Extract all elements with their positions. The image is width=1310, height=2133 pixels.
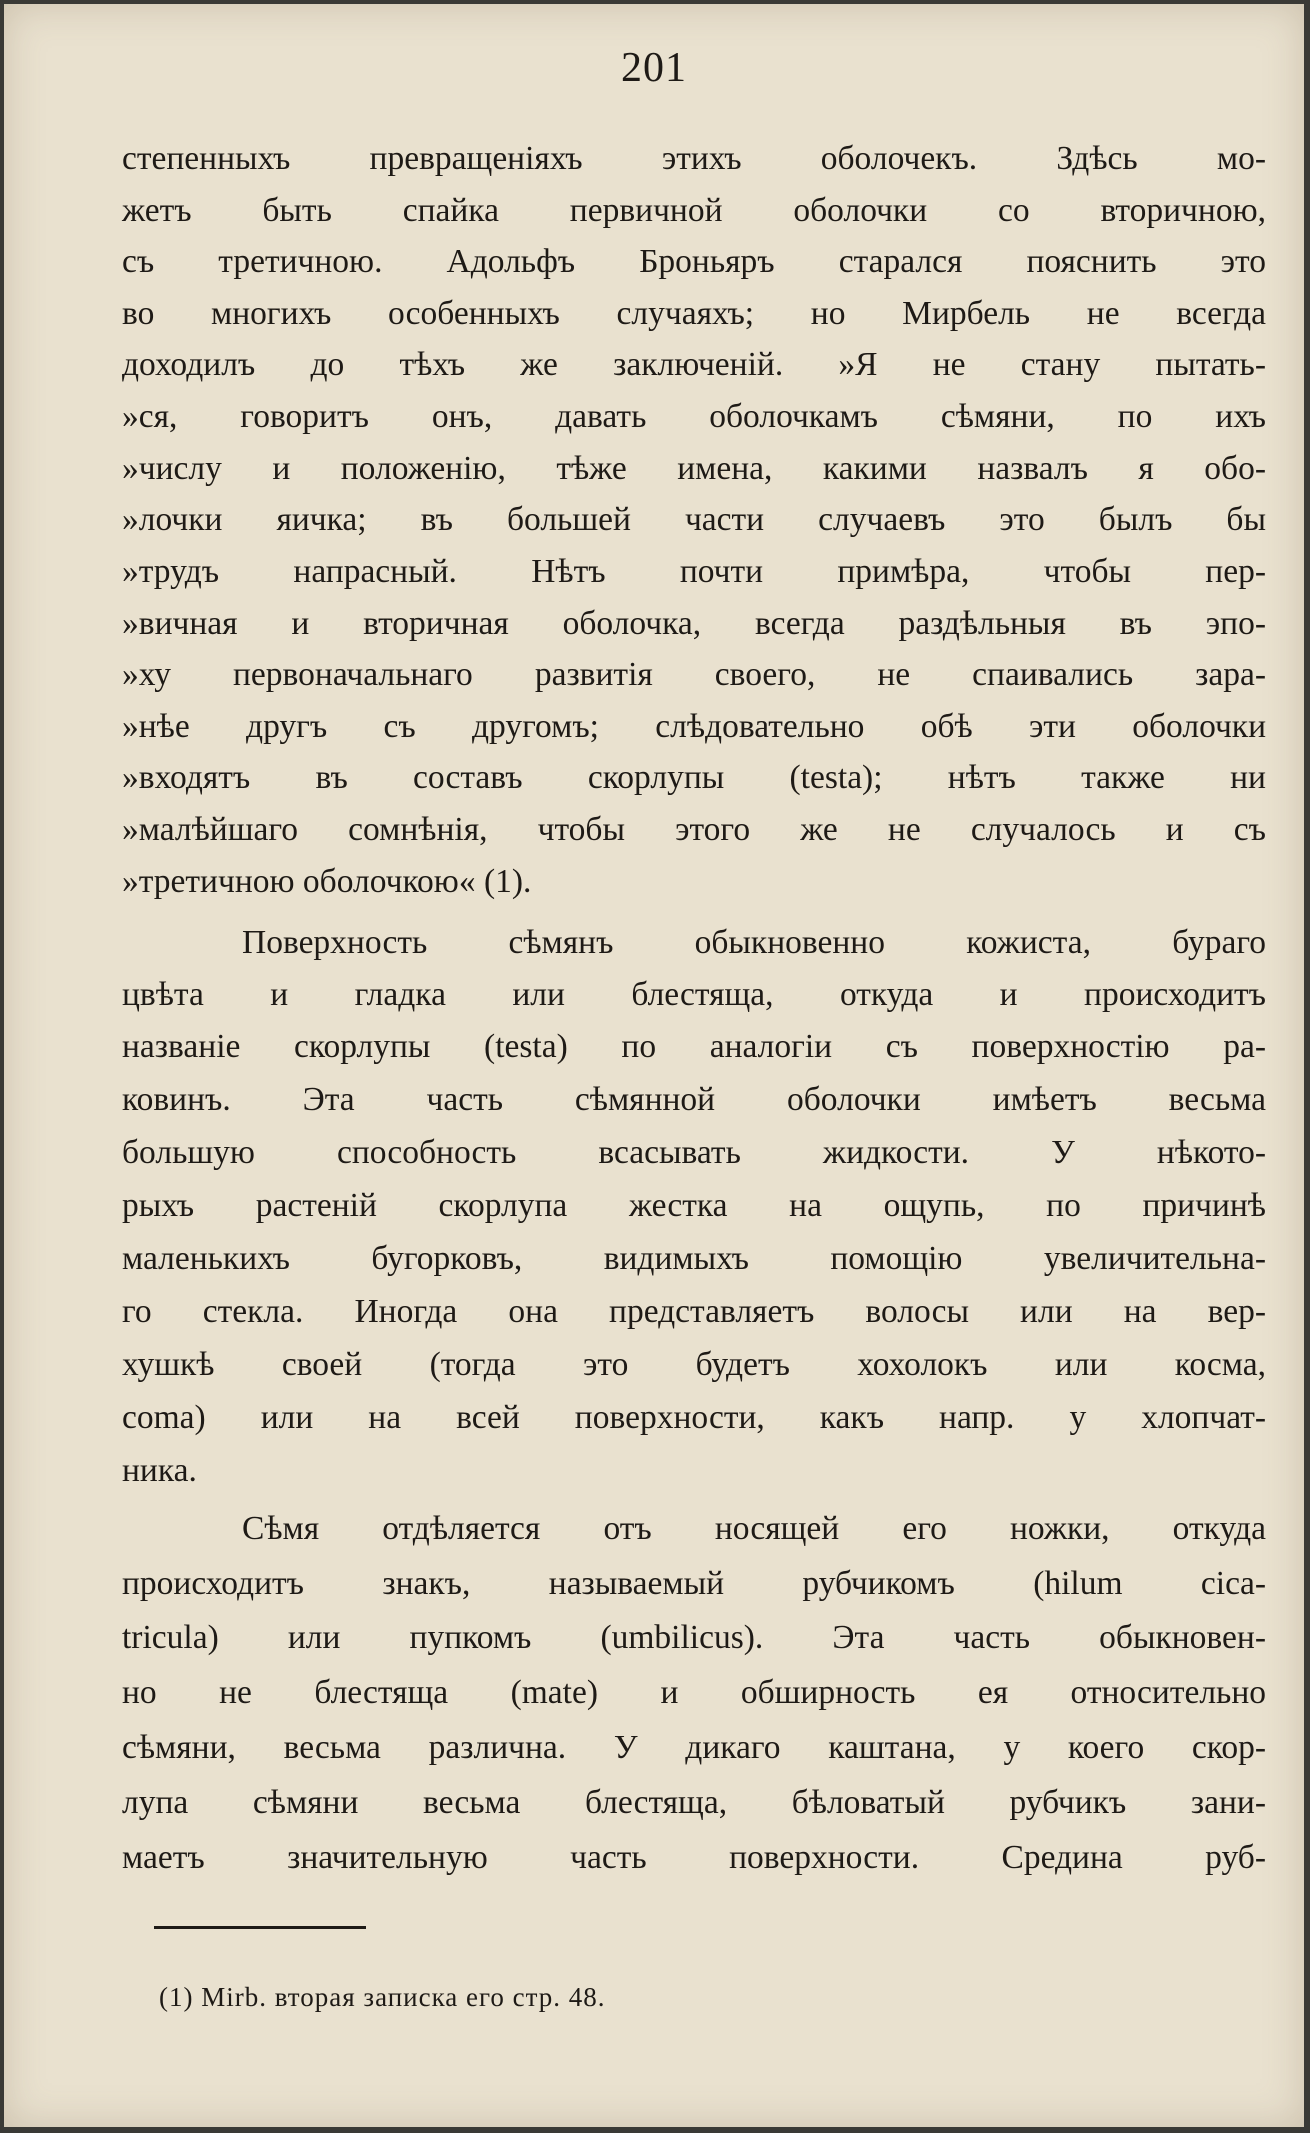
text-line: сѣмяни, весьма различна. У дикаго каштана, у коего скор- [122, 1729, 1266, 1766]
text-line: »входятъ въ составъ скорлупы (testa); нѣтъ также ни [122, 759, 1266, 796]
text-line: »третичною оболочкою« (1). [122, 863, 532, 900]
text-line: названіе скорлупы (testa) по аналогіи съ поверхностію ра- [122, 1028, 1266, 1065]
text-line: большую способность всасывать жидкости. У нѣкото- [122, 1134, 1266, 1171]
page-number: 201 [621, 45, 687, 91]
text-line: го стекла. Иногда она представляетъ волосы или на вер- [122, 1293, 1266, 1330]
text-line: во многихъ особенныхъ случаяхъ; но Мирбель не всегда [122, 295, 1266, 332]
text-line: степенныхъ превращеніяхъ этихъ оболочекъ. Здѣсь мо- [122, 140, 1266, 177]
text-line: лупа сѣмяни весьма блестяща, бѣловатый рубчикъ зани- [122, 1784, 1266, 1821]
text-line: »нѣе другъ съ другомъ; слѣдовательно обѣ эти оболочки [122, 708, 1266, 745]
text-line: ника. [122, 1452, 197, 1489]
text-line: »вичная и вторичная оболочка, всегда раздѣльныя въ эпо- [122, 605, 1266, 642]
text-line: происходитъ знакъ, называемый рубчикомъ (hilum cica- [122, 1565, 1266, 1602]
text-line: »ся, говоритъ онъ, давать оболочкамъ сѣмяни, по ихъ [122, 398, 1266, 435]
paragraph-first-line: Сѣмя отдѣляется отъ носящей его ножки, откуда [242, 1510, 1266, 1547]
text-line: »ху первоначальнаго развитія своего, не спаивались зара- [122, 656, 1266, 693]
text-line: tricula) или пупкомъ (umbilicus). Эта часть обыкновен- [122, 1619, 1266, 1656]
paragraph-first-line: Поверхность сѣмянъ обыкновенно кожиста, бураго [242, 924, 1266, 961]
footnote: (1) Mirb. вторая записка его стр. 48. [159, 1982, 606, 2012]
text-line: хушкѣ своей (тогда это будетъ хохолокъ или косма, [122, 1346, 1266, 1383]
text-line: рыхъ растеній скорлупа жестка на ощупь, по причинѣ [122, 1187, 1266, 1224]
text-line: съ третичною. Адольфъ Броньяръ старался пояснить это [122, 243, 1266, 280]
text-line: »лочки яичка; въ большей части случаевъ это былъ бы [122, 501, 1266, 538]
text-line: »числу и положенію, тѣже имена, какими назвалъ я обо- [122, 450, 1266, 487]
text-line: маленькихъ бугорковъ, видимыхъ помощію увеличительна- [122, 1240, 1266, 1277]
text-line: »малѣйшаго сомнѣнія, чтобы этого же не случалось и съ [122, 811, 1266, 848]
text-line: цвѣта и гладка или блестяща, откуда и происходитъ [122, 976, 1266, 1013]
text-line: »трудъ напрасный. Нѣтъ почти примѣра, чтобы пер- [122, 553, 1266, 590]
footnote-separator [154, 1926, 366, 1929]
text-line: coma) или на всей поверхности, какъ напр. у хлопчат- [122, 1399, 1266, 1436]
text-line: доходилъ до тѣхъ же заключеній. »Я не стану пытать- [122, 346, 1266, 383]
text-line: но не блестяща (mate) и обширность ея относительно [122, 1674, 1266, 1711]
text-line: маетъ значительную часть поверхности. Средина руб- [122, 1839, 1266, 1876]
book-page [4, 4, 1304, 2127]
text-line: жетъ быть спайка первичной оболочки со вторичною, [122, 192, 1266, 229]
text-line: ковинъ. Эта часть сѣмянной оболочки имѣетъ весьма [122, 1081, 1266, 1118]
